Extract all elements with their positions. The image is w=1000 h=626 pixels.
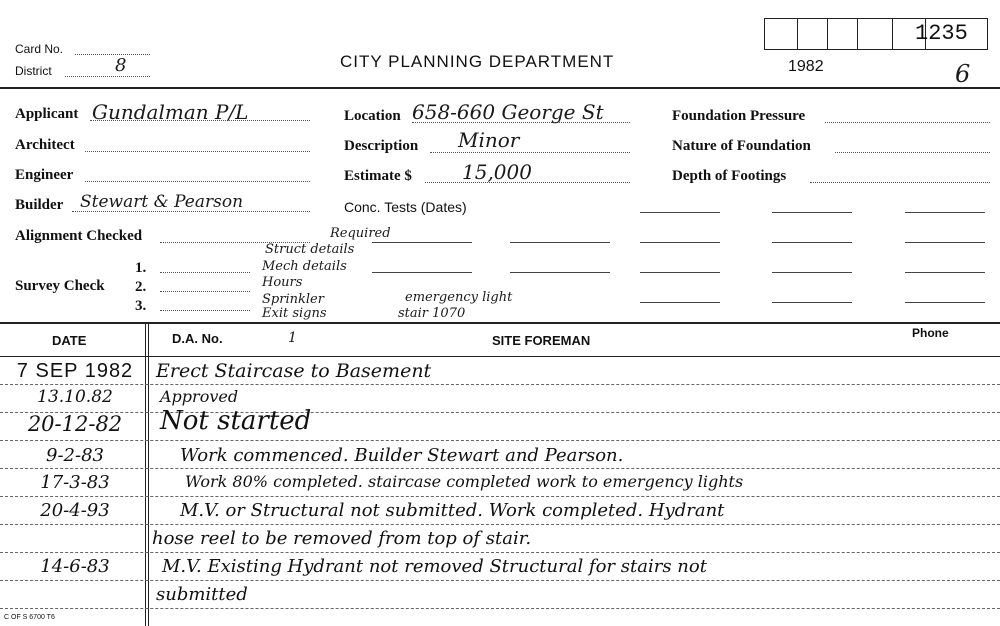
note-hours: Hours — [262, 275, 303, 290]
row-date: 7 SEP 1982 — [16, 360, 134, 382]
survey-1: 1. — [135, 260, 147, 276]
foundation-pressure-label: Foundation Pressure — [672, 108, 806, 124]
page-title: CITY PLANNING DEPARTMENT — [340, 52, 615, 71]
row-date: 20-12-82 — [27, 412, 123, 436]
number-boxes — [764, 18, 988, 50]
note-mech: Mech details — [262, 259, 347, 274]
row-text: Erect Staircase to Basement — [156, 360, 432, 382]
row-date: 9-2-83 — [46, 445, 104, 466]
year: 1982 — [788, 58, 824, 75]
row-text: M.V. Existing Hydrant not removed Structural for stairs not — [162, 556, 707, 577]
builder-value: Stewart & Pearson — [80, 192, 244, 212]
description-value: Minor — [458, 128, 520, 152]
card-sub-number: 6 — [955, 60, 971, 88]
row-text: hose reel to be removed from top of stair. — [152, 528, 532, 549]
row-date: 20-4-93 — [40, 500, 110, 521]
row-text: M.V. or Structural not submitted. Work completed. Hydrant — [180, 500, 725, 521]
description-label: Description — [344, 138, 419, 154]
architect-label: Architect — [15, 137, 75, 153]
form-code: C OF S 6700 T6 — [4, 614, 55, 621]
builder-label: Builder — [15, 197, 64, 213]
applicant-label: Applicant — [15, 106, 79, 122]
location-label: Location — [344, 108, 401, 124]
row-text: Not started — [160, 406, 312, 436]
date-header: DATE — [52, 333, 87, 348]
survey-3: 3. — [135, 298, 147, 314]
note-stair: stair 1070 — [398, 306, 466, 321]
row-text: Work 80% completed. staircase completed work to emergency lights — [185, 472, 744, 491]
row-date: 17-3-83 — [40, 472, 110, 493]
card-number: 1235 — [915, 21, 968, 46]
nature-foundation-label: Nature of Foundation — [672, 138, 811, 154]
note-struct: Struct details — [265, 242, 355, 257]
district-label: District — [15, 64, 52, 78]
estimate-value: 15,000 — [462, 160, 532, 184]
row-text: submitted — [156, 584, 248, 605]
site-foreman-label: SITE FOREMAN — [492, 333, 591, 348]
note-required: Required — [330, 226, 391, 241]
depth-footings-label: Depth of Footings — [672, 168, 787, 184]
alignment-label: Alignment Checked — [15, 228, 143, 244]
row-date: 13.10.82 — [37, 387, 113, 407]
da-no-value: 1 — [288, 330, 297, 346]
phone-label: Phone — [912, 326, 949, 340]
note-exit: Exit signs — [262, 306, 327, 321]
row-text: Approved — [160, 387, 239, 406]
survey-label: Survey Check — [15, 278, 105, 294]
row-text: Work commenced. Builder Stewart and Pearson. — [180, 445, 624, 466]
note-emergency: emergency light — [405, 290, 513, 305]
row-date: 14-6-83 — [40, 556, 110, 577]
survey-2: 2. — [135, 279, 147, 295]
applicant-value: Gundalman P/L — [92, 100, 249, 124]
district-value: 8 — [115, 55, 127, 76]
card-no-label: Card No. — [15, 42, 64, 56]
conc-tests-label: Conc. Tests (Dates) — [344, 199, 467, 215]
note-sprinkler: Sprinkler — [262, 292, 324, 307]
location-value: 658-660 George St — [412, 100, 604, 124]
engineer-label: Engineer — [15, 167, 74, 183]
da-no-label: D.A. No. — [172, 331, 223, 346]
estimate-label: Estimate $ — [344, 168, 412, 184]
